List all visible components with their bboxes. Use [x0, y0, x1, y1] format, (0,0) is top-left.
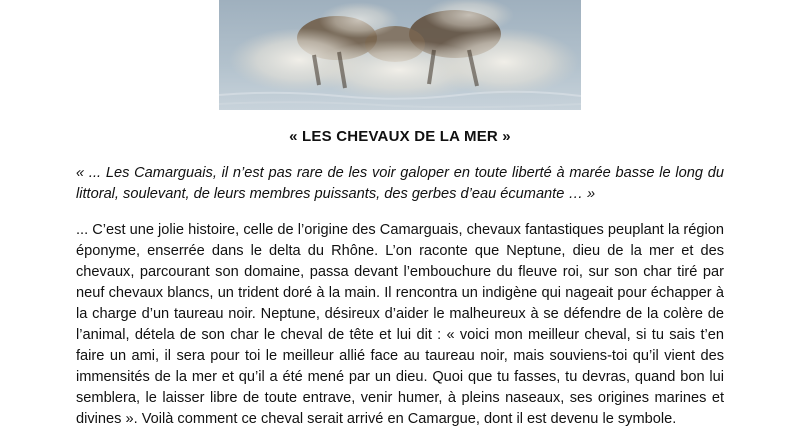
intro-quote: « ... Les Camarguais, il n’est pas rare de les voir galoper en toute liberté à marée basse le long du littoral, soulevant, de leurs membres puissants, des gerbes d’eau écumante … » — [76, 165, 724, 202]
story-paragraph: ... C’est une jolie histoire, celle de l’origine des Camarguais, chevaux fantastiques peuplant la région éponyme, enserrée dans le delta du Rhône. L’on raconte que Neptune, dieu de la mer et des chevaux, parcourant son domaine, passa devant l’embouchure du fleuve roi, sur son char tiré par neuf chevaux blancs, un trident doré à la main. Il rencontra un indigène qui nageait pour échapper à la charge d’un taureau noir. Neptune, désireux d’aider le malheureux à se défendre de la colère de l’animal, détela de son char le cheval de tête et lui dit : « voici mon meilleur cheval, si tu sais t’en faire un ami, il sera pour toi le meilleur allié face au taureau noir, mais souviens-toi qu’il vient des immensités de la mer et qu’il a été mené par un dieu. Quoi que tu fasses, tu devras, quand bon lui semblera, le laisser libre de toute entrave, venir humer, à pleins naseaux, ses origines marines et divines ». Voilà comment ce cheval serait arrivé en Camargue, dont il est devenu le symbole. — [76, 222, 724, 427]
horses-photo — [219, 0, 581, 110]
photo-illustration — [219, 0, 581, 110]
article-title: « LES CHEVAUX DE LA MER » — [289, 128, 511, 145]
